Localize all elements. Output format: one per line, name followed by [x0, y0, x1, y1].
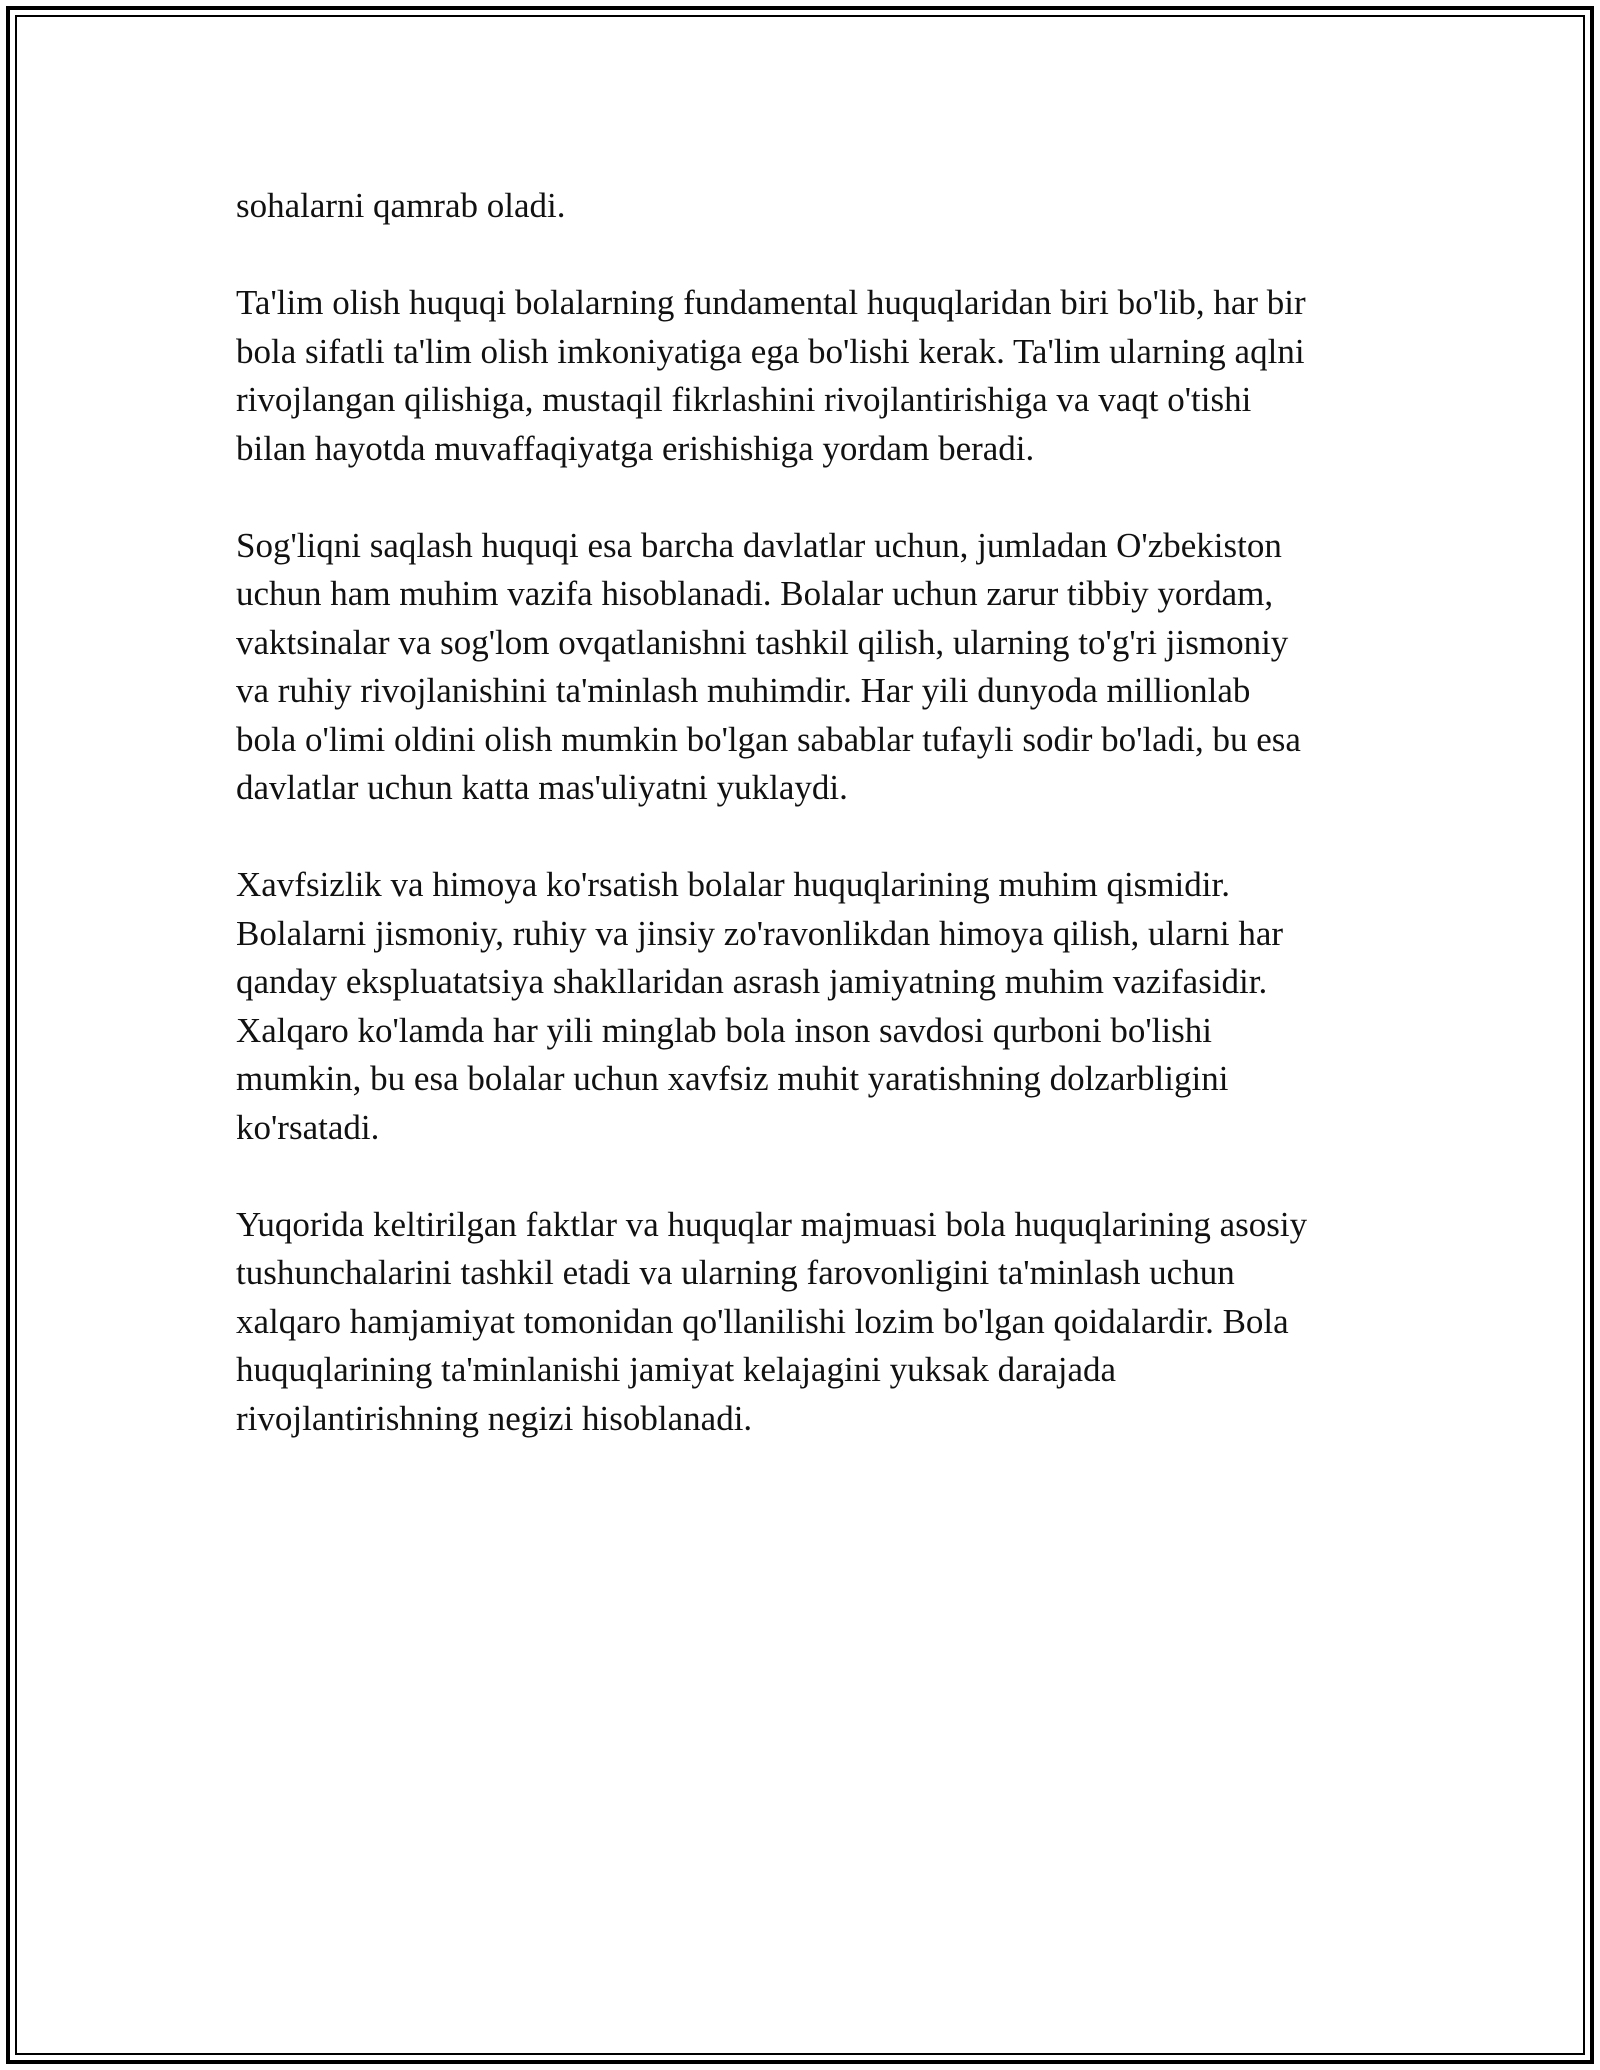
paragraph-conclusion: Yuqorida keltirilgan faktlar va huquqlar majmuasi bola huquqlarining asosiy tushunchalarini tashkil etadi va ularning farovonligini ta'minlash uchun xalqaro hamjamiyat tomonidan qo'llanilishi lozim bo'lgan qoidalardir. Bola huquqlarining ta'minlanishi jamiyat kelajagini yuksak darajada rivojlantirishning negizi hisoblanadi.	[236, 1204, 1308, 1438]
paragraph-health-right: Sog'liqni saqlash huquqi esa barcha davlatlar uchun, jumladan O'zbekiston uchun ham muhim vazifa hisoblanadi. Bolalar uchun zarur tibbiy yordam, vaktsinalar va sog'lom ovqatlanishni tashkil qilish, ularning to'g'ri jismoniy va ruhiy rivojlanishini ta'minlash muhimdir. Har yili dunyoda millionlab bola o'limi oldini olish mumkin bo'lgan sabablar tufayli sodir bo'ladi, bu esa davlatlar uchun katta mas'uliyatni yuklaydi.	[236, 525, 1301, 807]
paragraph-safety-protection: Xavfsizlik va himoya ko'rsatish bolalar huquqlarining muhim qismidir. Bolalarni jismoniy, ruhiy va jinsiy zo'ravonlikdan himoya qilish, ularni har qanday ekspluatatsiya shakllaridan asrash jamiyatning muhim vazifasidir. Xalqaro ko'lamda har yili minglab bola inson savdosi qurboni bo'lishi mumkin, bu esa bolalar uchun xavfsiz muhit yaratishning dolzarbligini ko'rsatadi.	[236, 865, 1284, 1147]
paragraph-continuation: sohalarni qamrab oladi.	[236, 186, 566, 225]
paragraph-education-right: Ta'lim olish huquqi bolalarning fundamental huquqlaridan biri bo'lib, har bir bola sifatli ta'lim olish imkoniyatiga ega bo'lishi kerak. Ta'lim ularning aqlni rivojlangan qilishiga, mustaqil fikrlashini rivojlantirishiga va vaqt o'tishi bilan hayotda muvaffaqiyatga erishishiga yordam beradi.	[236, 283, 1306, 468]
document-body	[236, 182, 1386, 1492]
